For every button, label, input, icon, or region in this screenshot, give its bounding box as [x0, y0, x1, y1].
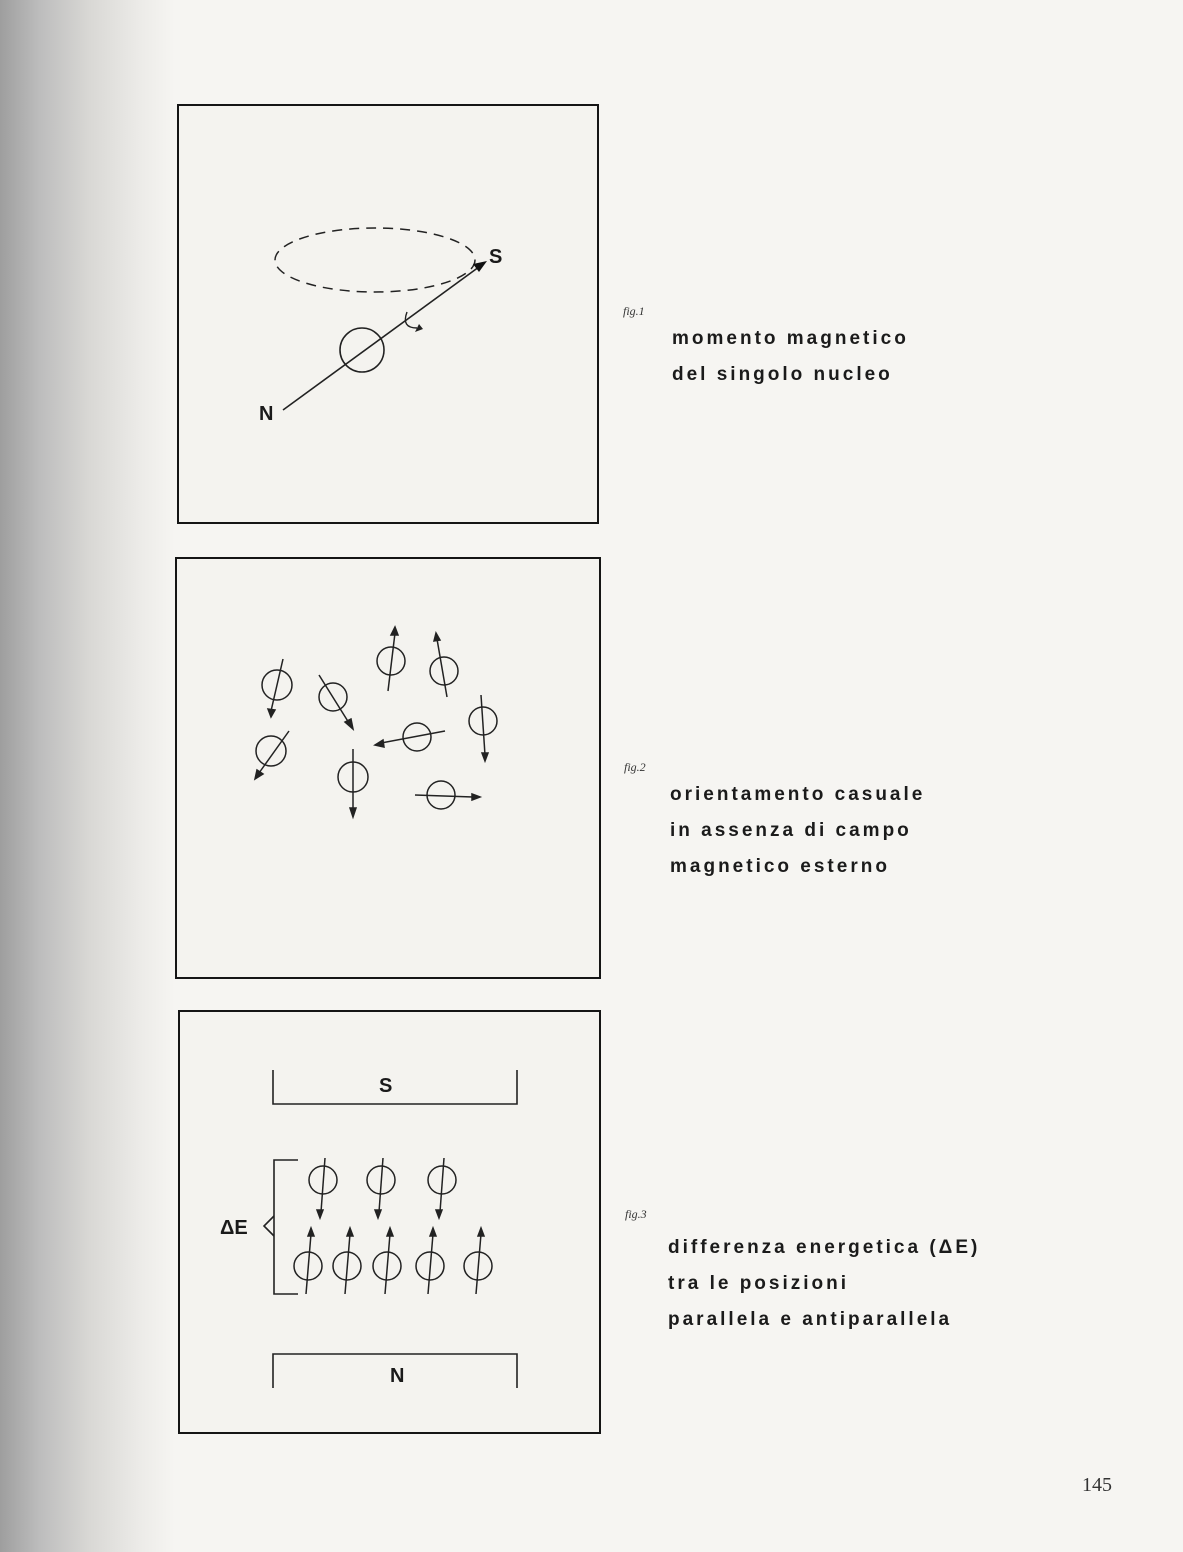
- antiparallel-nucleus: [309, 1158, 337, 1218]
- nucleus-dipole: [430, 633, 458, 697]
- figure-1-diagram: [179, 106, 597, 522]
- figure-3-tag: fig.3: [625, 1207, 647, 1221]
- figure-3-diagram: [180, 1012, 599, 1432]
- parallel-nucleus: [294, 1228, 322, 1294]
- nucleus-dipole: [319, 675, 353, 729]
- magnet-south-label: S: [379, 1075, 393, 1097]
- parallel-nucleus: [464, 1228, 492, 1294]
- caption-line: tra le posizioni: [668, 1273, 850, 1294]
- figure-1-caption: [672, 321, 909, 393]
- figure-2-caption: [670, 777, 925, 885]
- magnet-north-label: N: [390, 1365, 405, 1387]
- parallel-nucleus: [416, 1228, 444, 1294]
- parallel-nucleus: [333, 1228, 361, 1294]
- bleed-through-gutter: [0, 0, 175, 1552]
- antiparallel-nucleus: [428, 1158, 456, 1218]
- nucleus-dipole: [377, 627, 405, 691]
- north-pole-label: N: [259, 403, 274, 425]
- antiparallel-nucleus: [367, 1158, 395, 1218]
- caption-line: magnetico esterno: [670, 856, 890, 877]
- nucleus-circle: [340, 328, 384, 372]
- delta-e-brace: [264, 1216, 274, 1236]
- figure-1-box: [177, 104, 599, 524]
- parallel-nucleus: [373, 1228, 401, 1294]
- figure-3-caption: [668, 1230, 980, 1338]
- nucleus-dipole: [469, 695, 497, 761]
- nucleus-dipole: [262, 659, 292, 717]
- figure-2-diagram: [177, 559, 599, 977]
- caption-line: parallela e antiparallela: [668, 1309, 953, 1330]
- magnet-pole-top: [273, 1070, 517, 1104]
- caption-line: differenza energetica (ΔE): [668, 1237, 981, 1258]
- nucleus-dipole: [375, 723, 445, 751]
- page-number: 145: [1082, 1474, 1112, 1496]
- figure-3-box: [178, 1010, 601, 1434]
- caption-line: momento magnetico: [672, 328, 909, 349]
- precession-orbit: [275, 228, 475, 292]
- figure-1-tag: fig.1: [623, 304, 645, 318]
- caption-line: orientamento casuale: [670, 784, 926, 805]
- figure-2-box: [175, 557, 601, 979]
- magnetic-axis: [283, 264, 483, 410]
- south-pole-label: S: [489, 246, 503, 268]
- caption-line: in assenza di campo: [670, 820, 912, 841]
- nucleus-dipole: [338, 749, 368, 817]
- energy-level-bracket: [274, 1160, 298, 1294]
- delta-e-label: ΔE: [220, 1217, 248, 1239]
- figure-2-tag: fig.2: [624, 760, 646, 774]
- nucleus-dipole: [255, 731, 289, 779]
- caption-line: del singolo nucleo: [672, 364, 893, 385]
- nucleus-dipole: [415, 781, 480, 809]
